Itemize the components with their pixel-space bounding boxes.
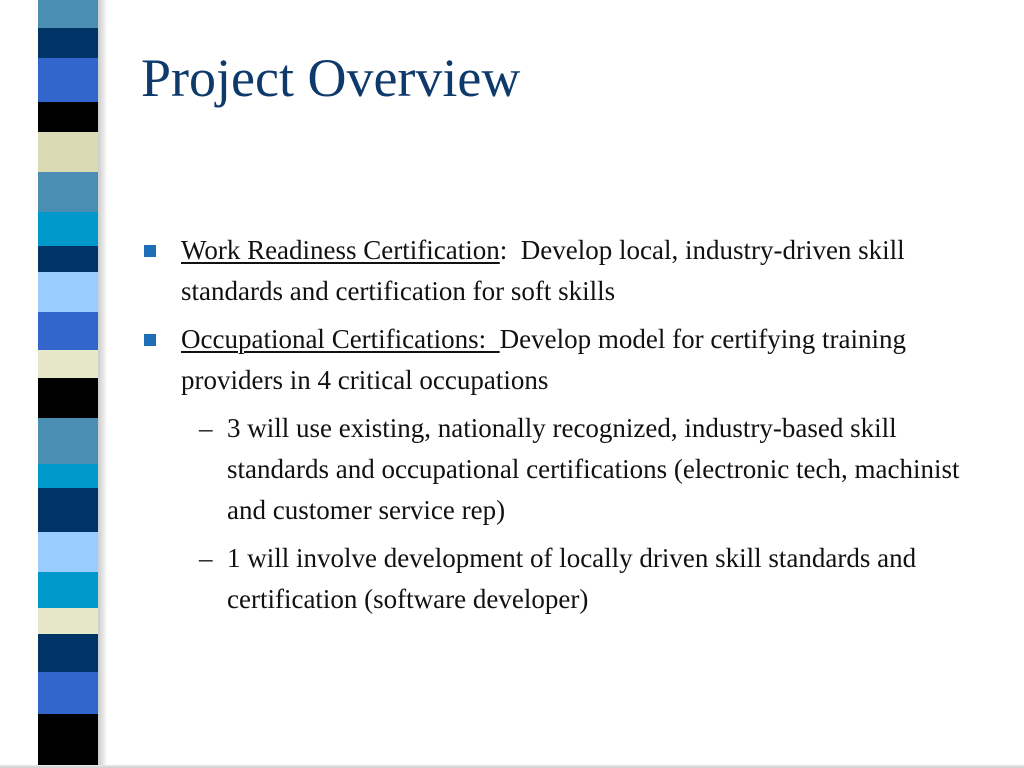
slide-content [141, 230, 1001, 627]
strip-block [38, 246, 98, 272]
sub-bullet-text: 3 will use existing, nationally recognized, industry-based skill standards and occupational certifications (electronic tech, machinist and customer service rep) [227, 413, 960, 525]
strip-block [38, 212, 98, 246]
strip-block [38, 608, 98, 634]
strip-block [38, 378, 98, 418]
square-bullet-icon [144, 334, 156, 346]
strip-block [38, 172, 98, 212]
strip-block [38, 464, 98, 488]
bullet-item-occupational [141, 319, 1001, 401]
strip-block [38, 312, 98, 350]
strip-block [38, 102, 98, 132]
dash-bullet-icon: – [199, 543, 213, 573]
strip-block [38, 0, 98, 28]
strip-block [38, 58, 98, 102]
bullet-body: Develop model for certifying training providers in 4 critical occupations [181, 324, 907, 395]
sub-bullet-new-standards [141, 538, 1001, 620]
strip-block [38, 132, 98, 172]
square-bullet-icon [144, 245, 156, 257]
bullet-lead: Occupational Certifications: [181, 324, 500, 354]
strip-block [38, 488, 98, 532]
sub-bullet-text: 1 will involve development of locally driven skill standards and certification (software developer) [227, 543, 917, 614]
bullet-item-work-readiness [141, 230, 1001, 312]
bullet-body: Develop local, industry-driven skill standards and certification for soft skills [181, 235, 912, 306]
strip-block [38, 672, 98, 714]
bullet-lead: Work Readiness Certification [181, 235, 500, 265]
dash-bullet-icon: – [199, 413, 213, 443]
strip-block [38, 634, 98, 672]
strip-block [38, 350, 98, 378]
strip-block [38, 272, 98, 312]
strip-block [38, 572, 98, 608]
strip-block [38, 532, 98, 572]
decorative-color-strip [38, 0, 98, 768]
strip-block [38, 28, 98, 58]
sub-bullet-existing-standards [141, 408, 1001, 531]
strip-block [38, 714, 98, 764]
bullet-lead-suffix: : [499, 235, 508, 265]
slide-title: Project Overview [141, 48, 521, 108]
strip-block [38, 418, 98, 464]
